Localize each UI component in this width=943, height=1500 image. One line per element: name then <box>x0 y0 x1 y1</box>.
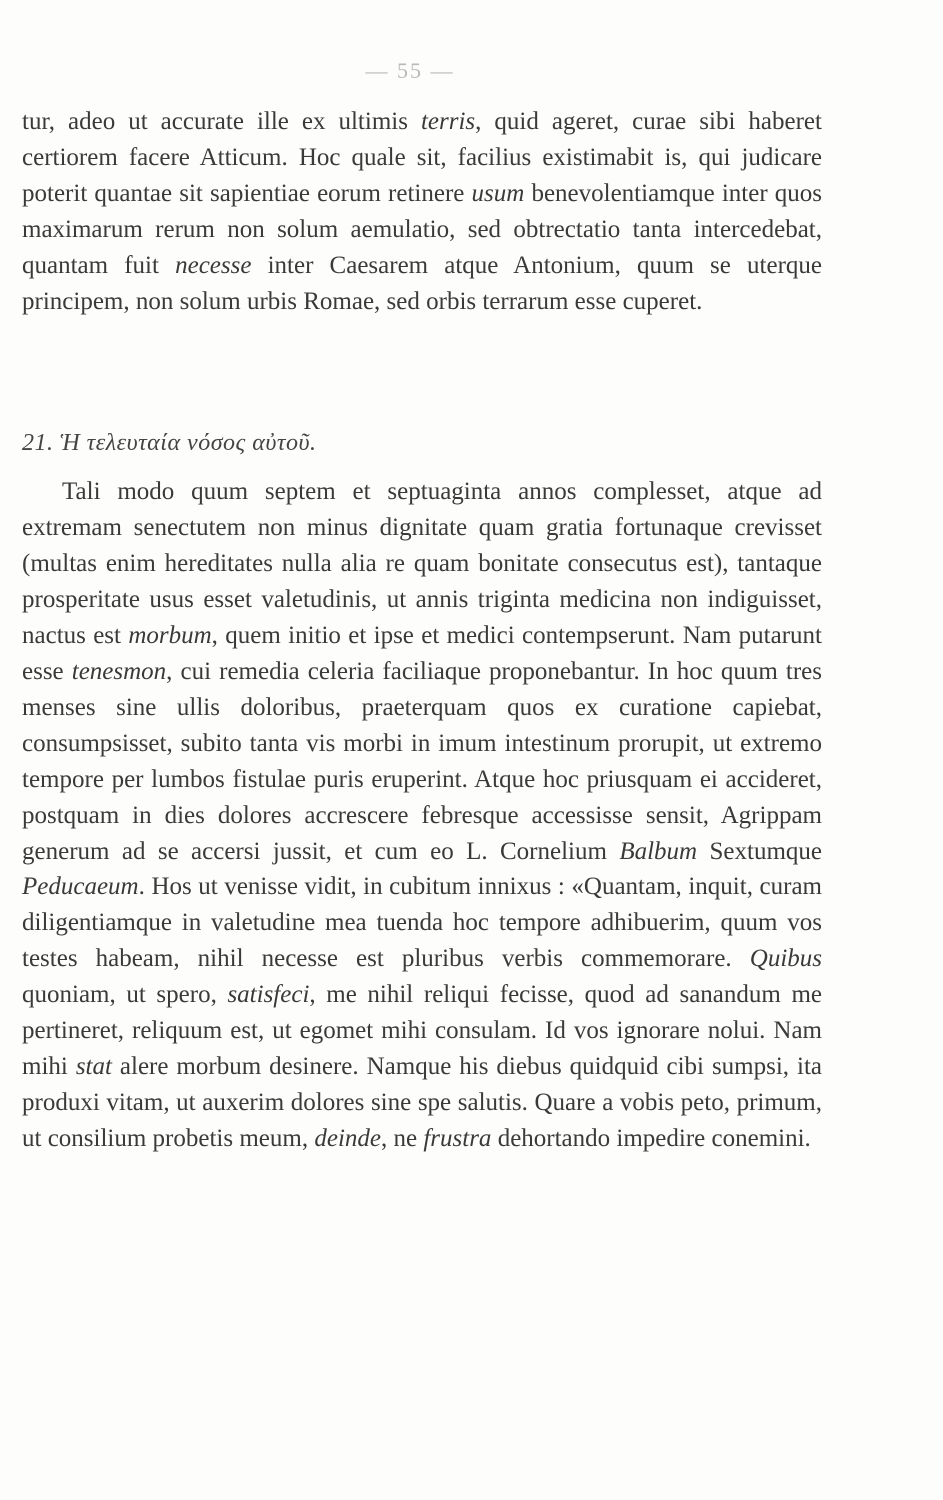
text-run: , quid ageret, curae sibi haberet certiorem facere Atticum. Hoc quale sit, facilius existimabit is, qui judicare poterit quantae sit sapientiae eorum retinere <box>22 108 822 207</box>
body-paragraph-2 <box>22 474 822 1157</box>
text-run: dehortando impedire conemini. <box>491 1125 811 1153</box>
paragraph-section-21 <box>22 474 822 1157</box>
italic-word: Peducaeum <box>22 873 139 901</box>
text-run: tur, adeo ut accurate ille ex ultimis <box>22 108 421 135</box>
text-run: , me nihil reliqui fecisse, quod ad sanandum me pertineret, reliquum est, ut egomet mihi consulam. Id vos ignorare nolui. Nam mihi <box>22 981 822 1081</box>
italic-word: Quibus <box>749 945 822 973</box>
page-number: — 55 — <box>365 58 455 83</box>
text-run: inter Caesarem atque Antonium, quum se uterque principem, non solum urbis Romae, sed orbis terrarum esse cuperet. <box>22 251 822 315</box>
text-run: , ne <box>380 1125 424 1153</box>
italic-word: Balbum <box>619 837 698 865</box>
text-run: benevolentiamque inter quos maximarum rerum non solum aemulatio, sed obtrectatio tanta intercedebat, quantam fuit <box>22 179 822 279</box>
text-run: , cui remedia celeria faciliaque proponebantur. In hoc quum tres menses sine ullis doloribus, praeterquam quos ex curatione capiebat, consumpsisset, subito tanta vis morbi in imum intestinum prorupit, ut extremo tempore per lumbos fistulae puris eruperint. Atque hoc priusquam ei accideret, postquam in dies dolores accrescere febresque accessisse sensit, Agrippam generum ad se accersi jussit, et cum eo L. Cornelium <box>22 657 823 865</box>
italic-word: frustra <box>423 1125 492 1153</box>
italic-word: stat <box>75 1053 112 1081</box>
italic-word: morbum <box>128 621 212 649</box>
text-run: . Hos ut venisse vidit, in cubitum innixus : «Quantam, inquit, curam diligentiamque in valetudine mea tuenda hoc tempore adhibuerim, quum vos testes habeam, nihil necesse est pluribus verbis commemorare. <box>22 873 822 973</box>
text-run: Tali modo quum septem et septuaginta annos complesset, atque ad extremam senectutem non minus dignitate quam gratia fortunaque crevisset (multas enim hereditates nulla alia re quam bonitate consecutus est), tantaque prosperitate usus esset valetudinis, ut annis triginta medicina non indiguisset, nactus est <box>22 478 822 649</box>
text-run: alere morbum desinere. Namque his diebus quidquid cibi sumpsi, ita produxi vitam, ut auxerim dolores sine spe salutis. Quare a vobis peto, primum, ut consilium probetis meum, <box>22 1053 823 1153</box>
text-run: Sextumque <box>697 837 822 865</box>
section-heading: 21. Ἡ τελευταία νόσος αὐτοῦ. <box>22 430 317 456</box>
italic-word: necesse <box>175 251 252 279</box>
text-run: , quem initio et ipse et medici contempserunt. Nam putarunt esse <box>22 621 822 685</box>
paragraph-continuation <box>22 104 822 319</box>
italic-word: satisfeci <box>227 981 310 1009</box>
italic-word: deinde <box>314 1125 381 1153</box>
italic-word: terris <box>420 108 476 135</box>
body-paragraph-1 <box>22 104 822 319</box>
text-run: quoniam, ut spero, <box>22 981 228 1009</box>
italic-word: usum <box>471 179 525 207</box>
italic-word: tenesmon <box>71 657 167 685</box>
